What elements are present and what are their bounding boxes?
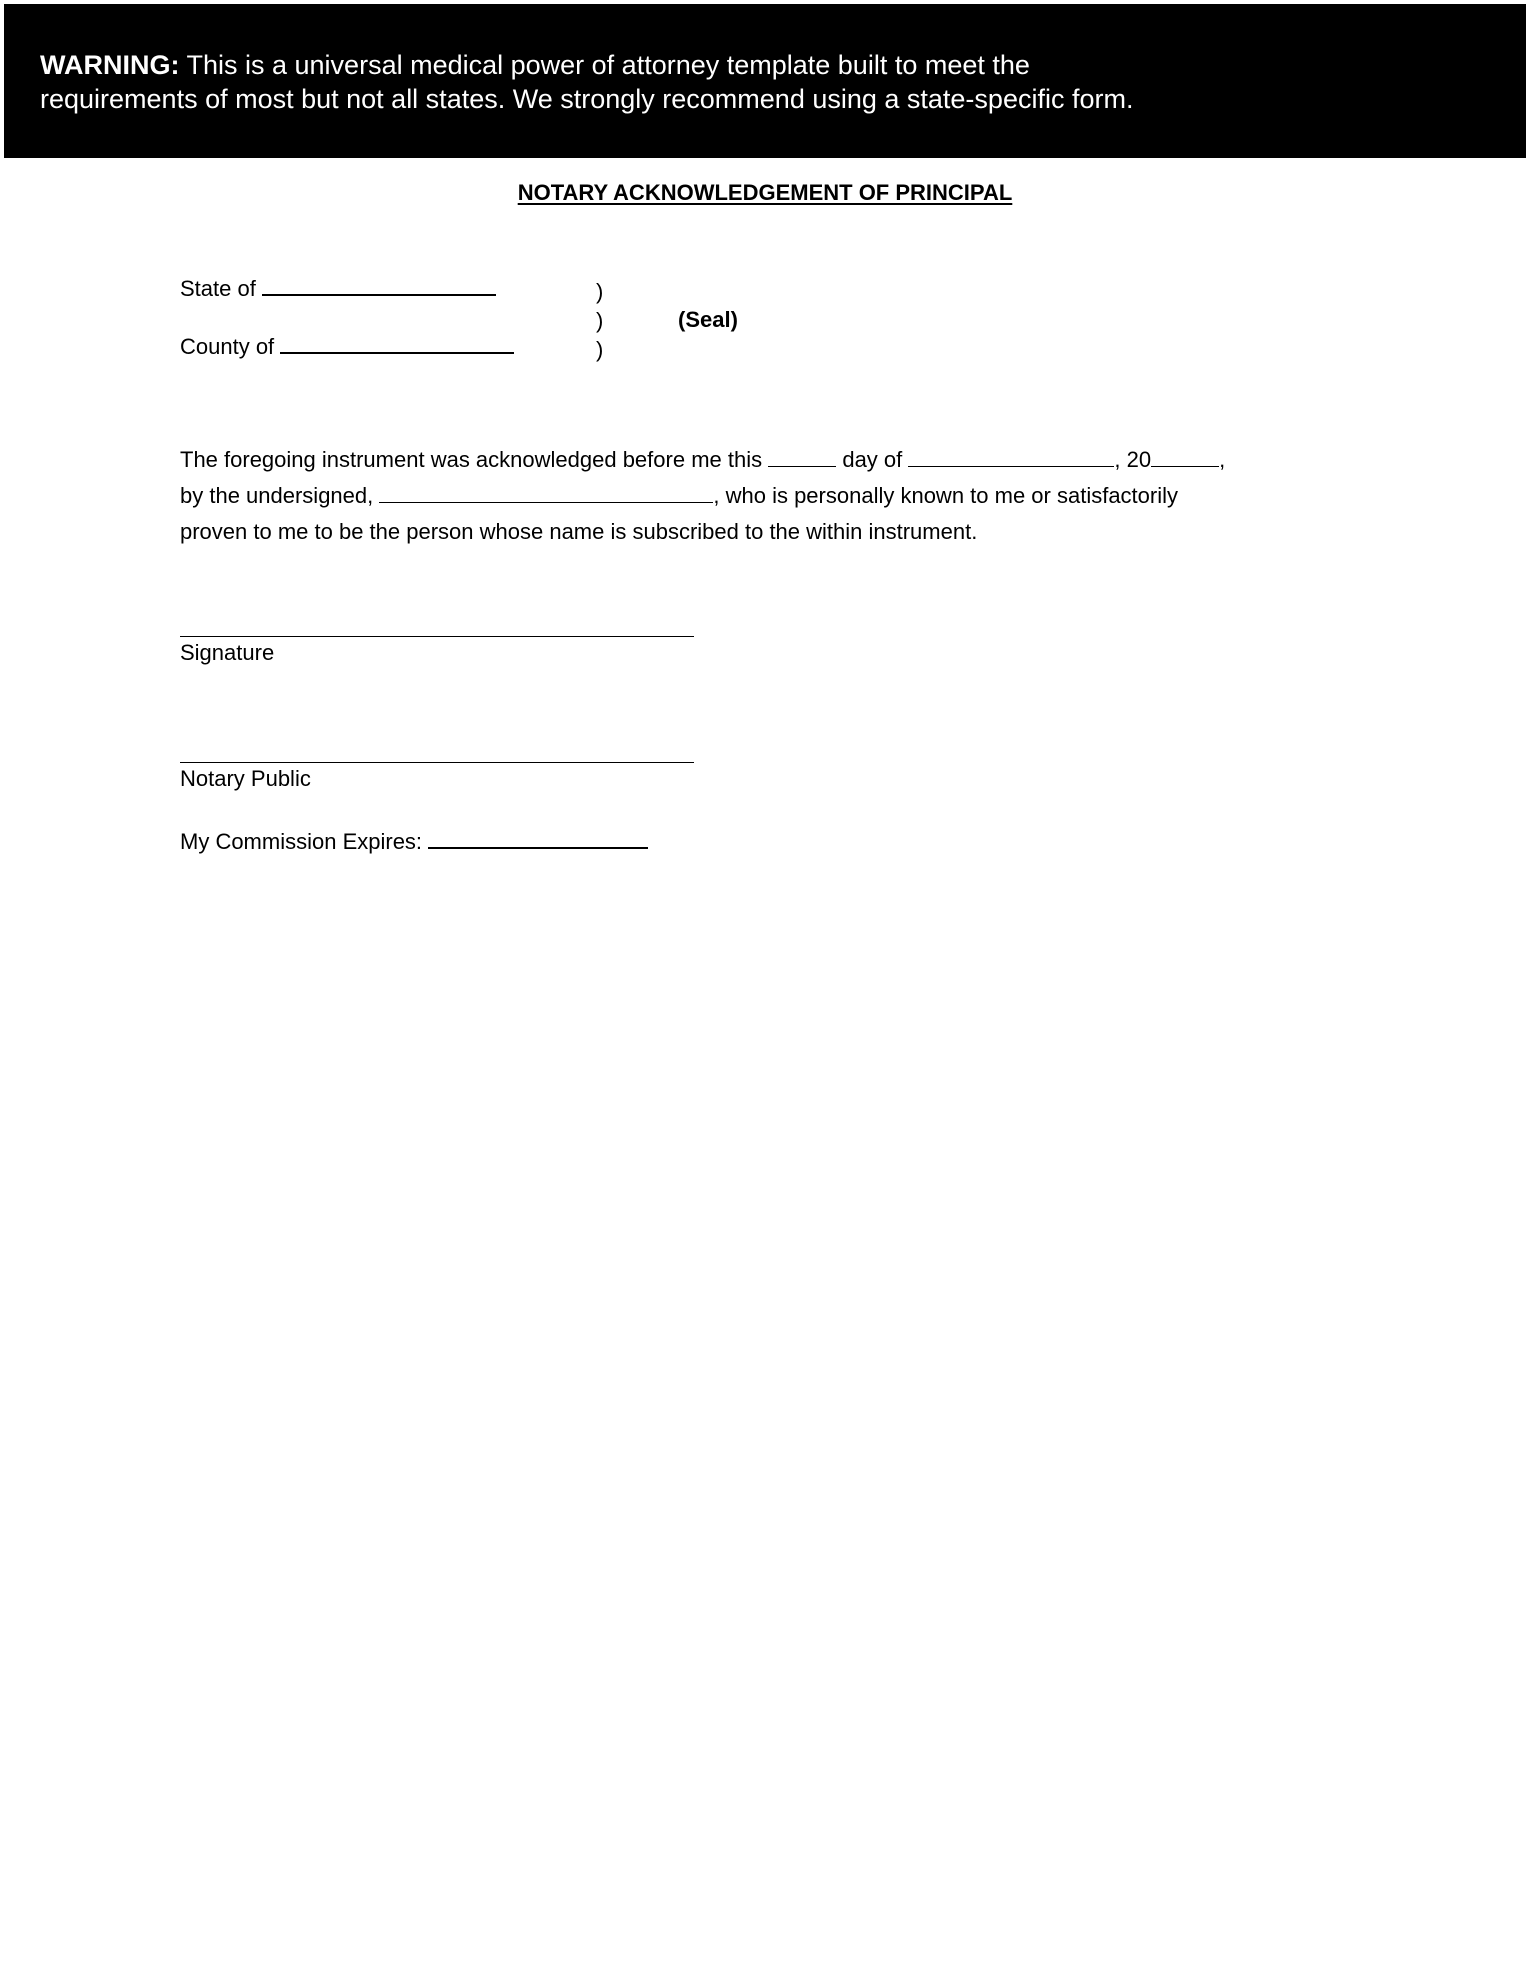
commission-row (180, 829, 648, 855)
bracket-paren-1: ) (596, 279, 604, 304)
acknowledgement-paragraph (180, 442, 1380, 550)
state-row (180, 276, 496, 302)
notary-signature-line[interactable] (180, 762, 694, 763)
warning-line-2: requirements of most but not all states. We strongly recommend using a state-specific form. (40, 84, 1134, 114)
county-row (180, 334, 514, 360)
signature-label: Signature (180, 640, 275, 665)
warning-line-1 (40, 48, 1490, 82)
state-field[interactable] (262, 276, 496, 296)
acknowledgement-line-2: by the undersigned, , who is personally known to me or satisfactorily (180, 483, 1179, 508)
day-field[interactable] (768, 448, 836, 467)
month-field[interactable] (908, 448, 1114, 467)
acknowledgement-line-1: The foregoing instrument was acknowledged before me this day of , 20 , (180, 447, 1226, 472)
principal-name-field[interactable] (379, 484, 713, 503)
signature-line[interactable] (180, 636, 694, 637)
county-label: County of (180, 334, 275, 359)
acknowledgement-line-3: proven to me to be the person whose name is subscribed to the within instrument. (180, 519, 978, 544)
page-title: NOTARY ACKNOWLEDGEMENT OF PRINCIPAL (517, 180, 1013, 205)
warning-label: WARNING: (40, 50, 180, 80)
warning-banner (4, 4, 1526, 158)
county-field[interactable] (280, 334, 514, 354)
commission-label: My Commission Expires: (180, 829, 423, 854)
bracket-paren-3: ) (596, 337, 604, 362)
state-label: State of (180, 276, 256, 301)
year-field[interactable] (1151, 448, 1219, 467)
seal-label: (Seal) (678, 307, 738, 332)
commission-expires-field[interactable] (428, 829, 648, 849)
notary-public-label: Notary Public (180, 766, 311, 791)
warning-text-1: This is a universal medical power of attorney template built to meet the (179, 50, 1030, 80)
bracket-paren-2: ) (596, 308, 604, 333)
